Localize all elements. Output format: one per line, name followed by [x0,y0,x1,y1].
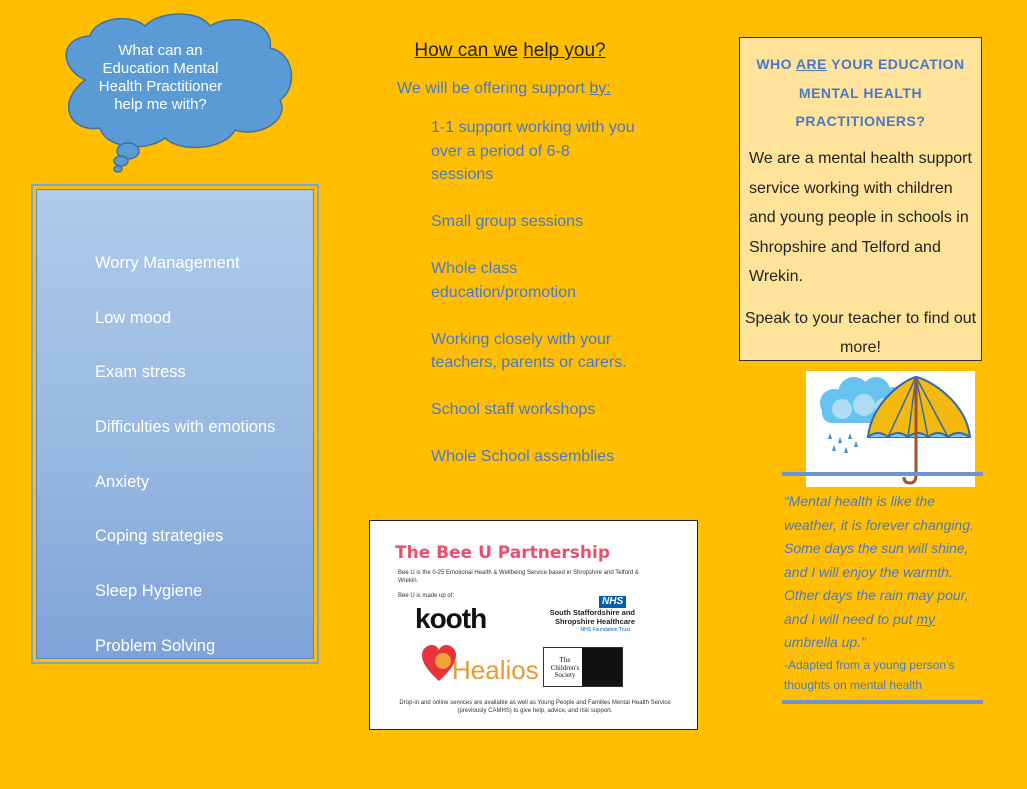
quote-part2: my [916,610,935,627]
healios-logo: Healios [452,655,539,685]
list-item [406,445,636,469]
list-item [37,455,313,510]
support-label: School staff workshops [431,401,596,418]
help-heading-part2: help you? [523,40,606,61]
list-item [406,116,636,187]
support-label: 1-1 support working with you over a period of 6-8 sessions [431,119,635,183]
edu-heading-are: ARE [795,56,827,72]
list-item [406,210,636,234]
help-heading [370,40,650,62]
support-label: Whole School assemblies [431,448,615,465]
edu-call-to-action: Speak to your teacher to find out more! [744,310,977,356]
topic-label: Sleep Hygiene [95,581,203,600]
support-intro-text: We will be offering support [397,80,585,97]
childrens-society-mark [582,648,622,686]
list-item [37,400,313,455]
list-item [37,509,313,564]
partnership-title: The Bee U Partnership [395,543,611,563]
list-item [406,257,636,304]
partnership-footer: Drop-in and online services are available as well as Young People and Families Mental Health Service (previously CAMHS) to give help, advice, and risk support. [399,700,671,714]
partnership-made-up-of: Bee U is made up of: [398,593,455,599]
bullet-icon [406,257,431,304]
list-item [37,291,313,346]
topic-label: Exam stress [95,363,186,382]
quote-rule-bottom [782,700,983,704]
support-intro [397,80,611,98]
list-item [37,619,313,674]
list-item [37,236,313,291]
topic-label: Worry Management [95,253,240,272]
quote-rule-top [782,472,983,476]
topics-panel [31,184,319,664]
nhs-logo: NHS [599,596,626,608]
topic-label: Difficulties with emotions [95,417,276,436]
bullet-icon [406,328,431,375]
edu-heading [740,50,981,136]
nhs-trust-type: NHS Foundation Trust [580,627,630,633]
nhs-trust-name: South Staffordshire and Shropshire Healthcare [549,608,635,626]
support-label: Working closely with your teachers, parents or carers. [431,330,627,371]
heart-pin-icon [422,645,456,683]
list-item [406,328,636,375]
partnership-panel [369,520,698,730]
support-label: Whole class education/promotion [431,260,576,301]
edu-description: We are a mental health support service working with children and young people in schools in Shropshire and Telford and Wrekin. [749,150,972,285]
partnership-description: Bee U is the 0-25 Emotional Health & Wellbeing Service based in Shropshire and Telford & Wrekin. [398,570,639,584]
topic-label: Anxiety [95,472,150,491]
support-intro-by: by: [589,80,611,97]
weather-illustration [806,371,975,487]
quote-text [784,490,979,655]
support-label: Small group sessions [431,213,584,230]
help-heading-part1: How can we [414,40,518,61]
edu-heading-who: WHO [756,56,793,72]
topic-label: Problem Solving [95,636,216,655]
topics-list [36,189,314,659]
bullet-icon [406,210,431,234]
topic-label: Low mood [95,308,172,327]
bullet-icon [406,445,431,469]
list-item [406,398,636,422]
bullet-icon [406,116,431,187]
edu-heading-rest: YOUR EDUCATION MENTAL HEALTH PRACTITIONERS? [795,56,965,129]
list-item [37,345,313,400]
quote-attribution: -Adapted from a young person’s thoughts on mental health [784,658,955,692]
support-list [406,116,636,492]
bullet-icon [406,398,431,422]
quote-part1: “Mental health is like the weather, it is forever changing. Some days the sun will shine, and I will enjoy the warmth. Other days the rain may pour, and I will need to put [784,493,974,627]
childrens-society-logo [543,647,623,687]
list-item [37,564,313,619]
quote-part3: umbrella up.” [784,634,866,650]
childrens-society-text: The Children's Society [550,656,580,679]
topic-label: Coping strategies [95,527,224,546]
cloud-question: What can an Education Mental Health Practitioner help me with? [98,42,223,113]
kooth-logo: kooth [415,603,487,634]
edu-info-box [739,37,982,361]
